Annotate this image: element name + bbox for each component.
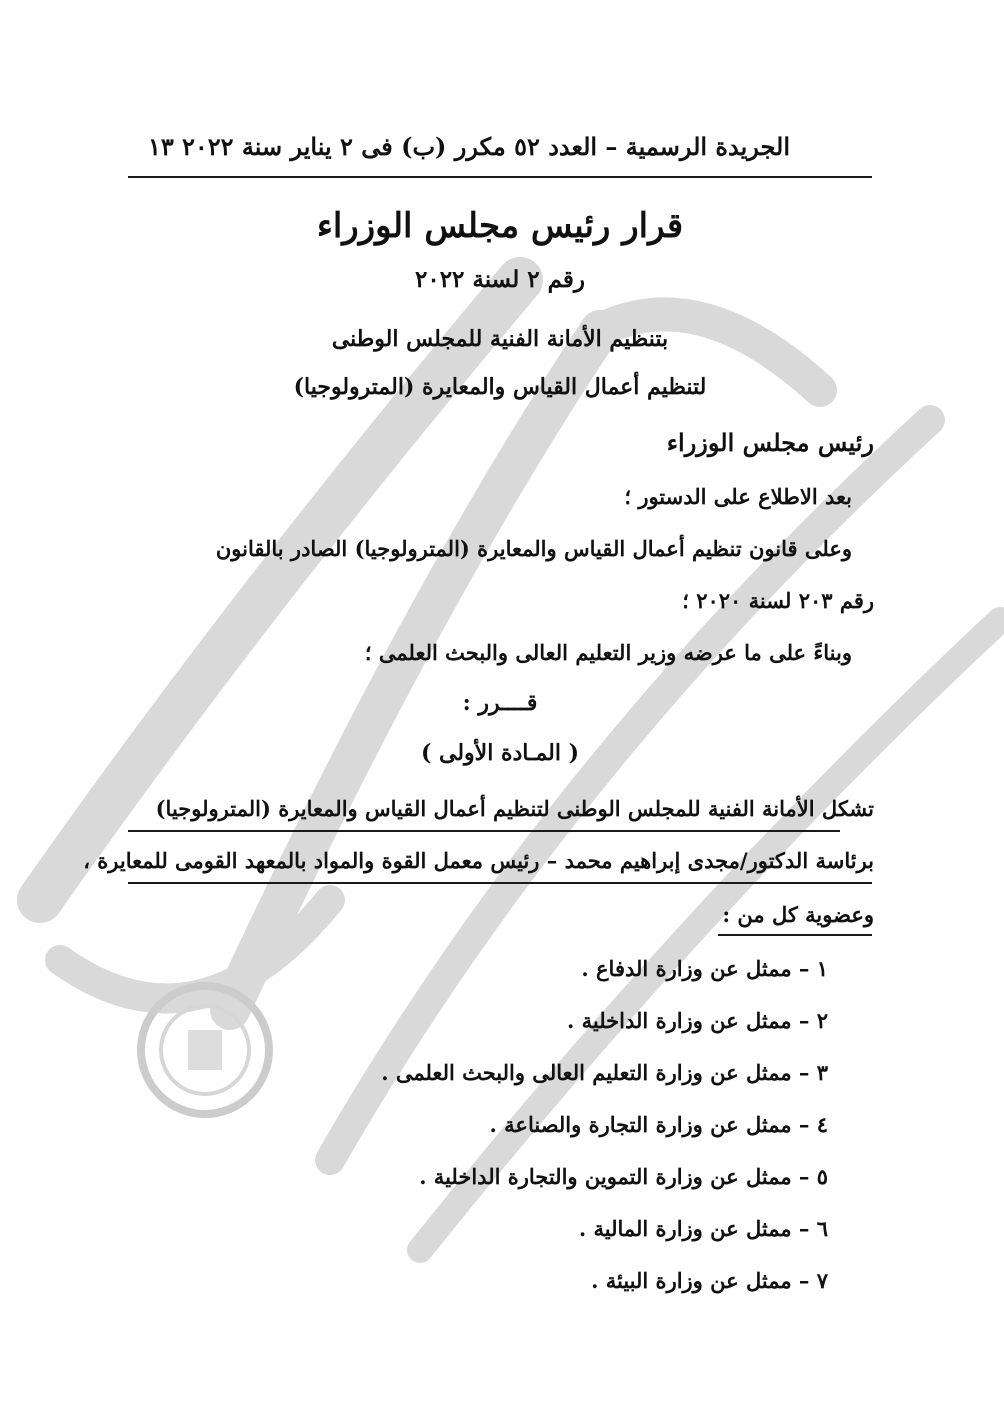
- member-item: ٦ – ممثل عن وزارة المالية .: [578, 1216, 828, 1241]
- article-1-underline-1: [128, 830, 840, 832]
- article-1-underline-2: [128, 882, 872, 884]
- decree-subject-line-2: لتنظيم أعمال القياس والمعايرة (المترولوجيا): [293, 374, 707, 400]
- decree-number: رقم ٢ لسنة ٢٠٢٢: [414, 266, 585, 293]
- member-item: ٣ – ممثل عن وزارة التعليم العالى والبحث العلمى .: [381, 1060, 828, 1085]
- preamble-law-line-2: رقم ٢٠٣ لسنة ٢٠٢٠ ؛: [682, 588, 874, 613]
- membership-underline: [718, 934, 872, 936]
- membership-heading: وعضوية كل من :: [722, 902, 874, 927]
- article-1-text-line-2: برئاسة الدكتور/مجدى إبراهيم محمد – رئيس معمل القوة والمواد بالمعهد القومى للمعايرة ،: [83, 848, 874, 873]
- member-item: ٤ – ممثل عن وزارة التجارة والصناعة .: [489, 1112, 828, 1137]
- decree-title: قرار رئيس مجلس الوزراء: [316, 206, 684, 246]
- member-item: ٢ – ممثل عن وزارة الداخلية .: [567, 1008, 828, 1033]
- decree-subject-line-1: بتنظيم الأمانة الفنية للمجلس الوطنى: [331, 326, 669, 352]
- header-divider: [128, 176, 872, 178]
- member-item: ١ – ممثل عن وزارة الدفاع .: [581, 956, 828, 981]
- issuer-heading: رئيس مجلس الوزراء: [666, 428, 874, 457]
- decided-heading: قــــرر :: [462, 690, 538, 716]
- page-number: ١٣: [148, 132, 174, 161]
- preamble-minister-proposal: وبناءً على ما عرضه وزير التعليم العالى والبحث العلمى ؛: [364, 640, 852, 665]
- gazette-issue-title: الجريدة الرسمية – العدد ٥٢ مكرر (ب) فى ٢ يناير سنة ٢٠٢٢: [182, 132, 790, 161]
- watermark-seal: [141, 986, 269, 1114]
- article-1-text-line-1: تشكل الأمانة الفنية للمجلس الوطنى لتنظيم أعمال القياس والمعايرة (المترولوجيا): [155, 796, 874, 821]
- article-1-heading: ( المـادة الأولى ): [420, 740, 580, 766]
- running-header: [128, 128, 872, 168]
- member-item: ٧ – ممثل عن وزارة البيئة .: [591, 1268, 828, 1293]
- member-item: ٥ – ممثل عن وزارة التموين والتجارة الداخلية .: [419, 1164, 828, 1189]
- preamble-law-line-1: وعلى قانون تنظيم أعمال القياس والمعايرة (المترولوجيا) الصادر بالقانون: [215, 536, 852, 561]
- preamble-constitution: بعد الاطلاع على الدستور ؛: [624, 484, 852, 509]
